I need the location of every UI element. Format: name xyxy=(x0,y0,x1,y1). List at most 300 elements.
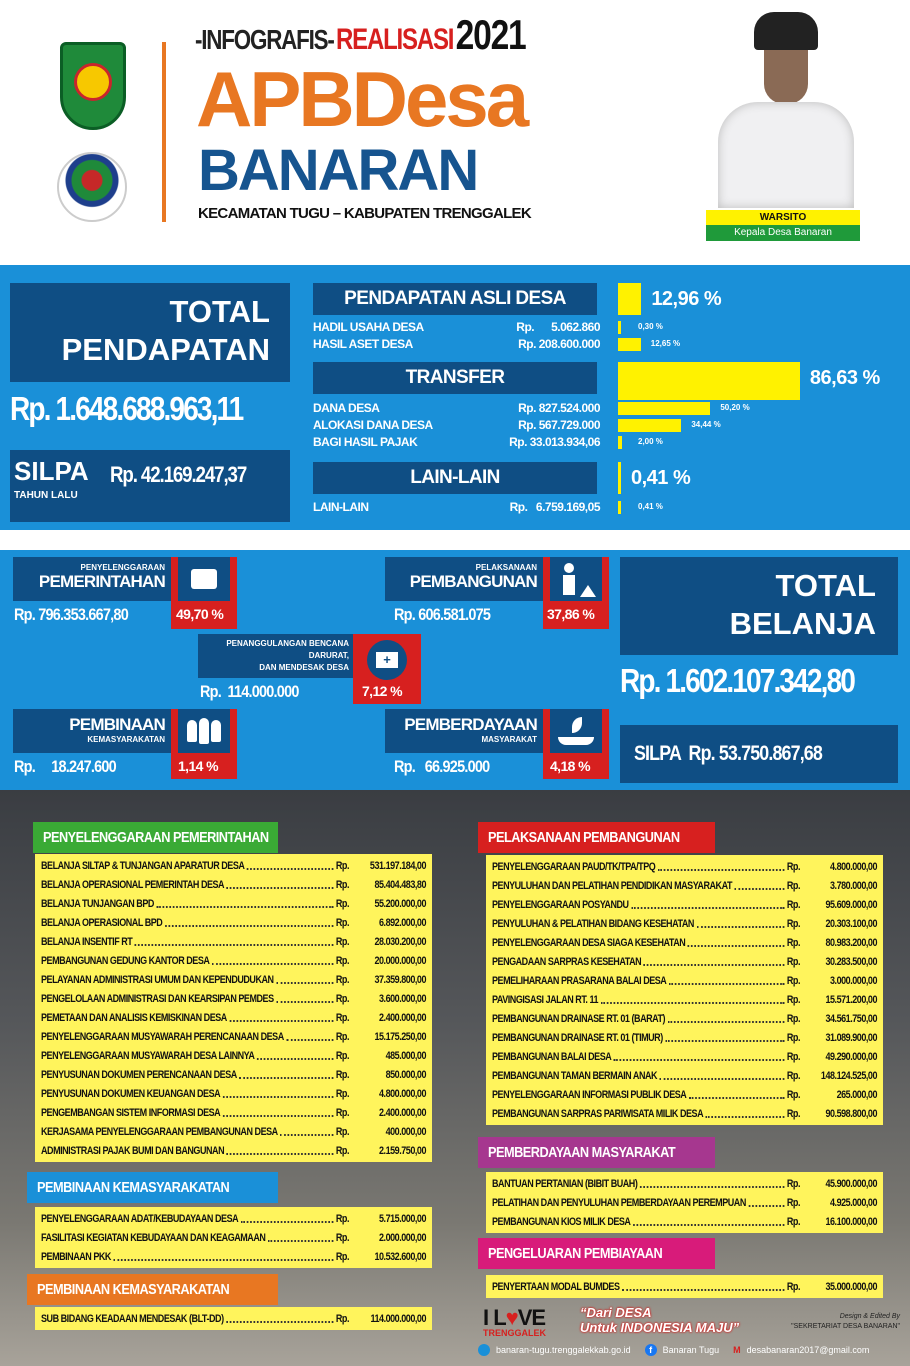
row-value: 20.303.100,00 xyxy=(825,917,877,930)
row-label: PENYELENGGARAAN DESA SIAGA KESEHATAN xyxy=(492,936,686,949)
row-currency: Rp. xyxy=(335,1030,350,1043)
dot-leader xyxy=(748,1199,784,1207)
row-value: 90.598.800,00 xyxy=(825,1107,877,1120)
row-currency: Rp. xyxy=(786,1107,801,1120)
pembinaan-value-wrap xyxy=(14,757,134,777)
dot-leader xyxy=(212,957,333,965)
item-label: HASIL ASET DESA xyxy=(313,337,413,351)
group-bar xyxy=(618,362,800,400)
row-currency: Rp. xyxy=(786,1215,801,1228)
row-label: ADMINISTRASI PAJAK BUMI DAN BANGUNAN xyxy=(41,1144,225,1157)
head-title: Kepala Desa Banaran xyxy=(706,225,860,241)
table-row xyxy=(492,857,877,876)
item-value: Rp. 208.600.000 xyxy=(518,337,600,351)
pemberdayaan-value-wrap xyxy=(394,757,506,777)
row-currency: Rp. xyxy=(786,1031,801,1044)
row-currency: Rp. xyxy=(786,993,801,1006)
row-label: PENYELENGGARAAN ADAT/KEBUDAYAAN DESA xyxy=(41,1212,239,1225)
dot-leader xyxy=(276,976,333,984)
row-value: 2.159.750,00 xyxy=(379,1144,426,1157)
dot-leader xyxy=(247,862,333,870)
pembangunan-main: PEMBANGUNAN xyxy=(409,572,537,591)
first-aid-icon: + xyxy=(353,634,421,704)
table-row xyxy=(492,895,877,914)
row-label: PENYELENGGARAAN PAUD/TK/TPA/TPQ xyxy=(492,860,656,873)
section-header xyxy=(478,822,715,853)
row-label: PENYELENGGARAAN INFORMASI PUBLIK DESA xyxy=(492,1088,687,1101)
infografis-label: -INFOGRAFIS- xyxy=(195,24,334,55)
dot-leader xyxy=(631,901,784,909)
row-currency: Rp. xyxy=(335,1125,350,1138)
row-label: PENYULUHAN & PELATIHAN BIDANG KESEHATAN xyxy=(492,917,694,930)
section-title: PEMBINAAN KEMASYARAKATAN xyxy=(37,1179,230,1196)
item-bar xyxy=(618,436,622,449)
item-percent: 34,44 % xyxy=(691,420,721,429)
row-value: 2.400.000,00 xyxy=(379,1106,426,1119)
row-value: 35.000.000,00 xyxy=(825,1280,877,1293)
section-title: PENGELUARAN PEMBIAYAAN xyxy=(488,1245,663,1262)
section-title: PEMBINAAN KEMASYARAKATAN xyxy=(37,1281,230,1298)
row-label: PENYUSUNAN DOKUMEN PERENCANAAN DESA xyxy=(41,1068,237,1081)
total-belanja-title1: TOTAL xyxy=(775,568,876,603)
dot-leader xyxy=(165,919,333,927)
row-currency: Rp. xyxy=(335,935,350,948)
item-label: LAIN-LAIN xyxy=(313,500,369,514)
pemerintahan-main: PEMERINTAHAN xyxy=(38,572,165,591)
credit-line1: Design & Edited By xyxy=(839,1313,900,1320)
table-row xyxy=(41,1084,426,1103)
group-percent: 0,41 % xyxy=(631,467,691,489)
apbdesa-title: APBDesa xyxy=(196,55,527,143)
table-row xyxy=(41,951,426,970)
row-label: FASILITASI KEGIATAN KEBUDAYAAN DAN KEAGAMAAN xyxy=(41,1231,266,1244)
row-value: 30.283.500,00 xyxy=(825,955,877,968)
table-row xyxy=(492,1085,877,1104)
item-value: Rp. 6.759.169,05 xyxy=(509,500,600,514)
row-label: BELANJA SILTAP & TUNJANGAN APARATUR DESA xyxy=(41,859,245,872)
item-label: BAGI HASIL PAJAK xyxy=(313,435,418,449)
table-row xyxy=(492,1066,877,1085)
row-label: PENYUSUNAN DOKUMEN KEUANGAN DESA xyxy=(41,1087,221,1100)
title-line xyxy=(195,12,526,58)
row-value: 10.532.600,00 xyxy=(374,1250,426,1263)
section-table xyxy=(35,854,432,1162)
table-row xyxy=(41,1209,426,1228)
dot-leader xyxy=(223,1090,334,1098)
group-bar xyxy=(618,462,621,494)
dot-leader xyxy=(668,1015,785,1023)
dot-leader xyxy=(268,1234,333,1242)
dot-leader xyxy=(658,863,785,871)
slogan-line2: Untuk INDONESIA MAJU” xyxy=(580,1320,740,1335)
row-currency: Rp. xyxy=(786,879,801,892)
dot-leader xyxy=(622,1283,784,1291)
table-row xyxy=(41,932,426,951)
heart-icon: ♥ xyxy=(505,1305,518,1330)
section-table-body xyxy=(492,857,877,1123)
table-row xyxy=(41,1247,426,1266)
row-label: PENGELOLAAN ADMINISTRASI DAN KEARSIPAN PEMDES xyxy=(41,992,274,1005)
divider xyxy=(162,42,166,222)
row-currency: Rp. xyxy=(335,992,350,1005)
row-value: 31.089.900,00 xyxy=(825,1031,877,1044)
row-value: 3.780.000,00 xyxy=(830,879,877,892)
bencana-value: Rp. 114.000.000 xyxy=(200,682,299,701)
section-header xyxy=(478,1238,715,1269)
table-row xyxy=(492,1028,877,1047)
total-pendapatan-box xyxy=(10,283,290,382)
dot-leader xyxy=(229,1014,333,1022)
dot-leader xyxy=(669,977,784,985)
facebook-icon: f xyxy=(645,1344,657,1356)
row-label: PENYERTAAN MODAL BUMDES xyxy=(492,1280,620,1293)
silpa-value-wrap xyxy=(110,462,270,488)
i-love-trenggalek-logo xyxy=(483,1305,546,1339)
row-currency: Rp. xyxy=(335,1011,350,1024)
row-label: BANTUAN PERTANIAN (BIBIT BUAH) xyxy=(492,1177,638,1190)
item-value: Rp. 567.729.000 xyxy=(518,418,600,432)
row-value: 400.000,00 xyxy=(385,1125,426,1138)
group-bar xyxy=(618,283,641,315)
row-currency: Rp. xyxy=(786,955,801,968)
row-value: 15.175.250,00 xyxy=(374,1030,426,1043)
row-currency: Rp. xyxy=(786,936,801,949)
row-label: PELAYANAN ADMINISTRASI UMUM DAN KEPENDUDUKAN xyxy=(41,973,274,986)
ministry-logo xyxy=(57,152,127,222)
item-percent: 2,00 % xyxy=(638,437,663,446)
dot-leader xyxy=(227,881,334,889)
item-value: Rp. 5.062.860 xyxy=(516,320,600,334)
item-value: Rp. 827.524.000 xyxy=(518,401,600,415)
regency-logo xyxy=(60,42,126,130)
row-value: 34.561.750,00 xyxy=(825,1012,877,1025)
row-currency: Rp. xyxy=(786,1012,801,1025)
row-currency: Rp. xyxy=(786,860,801,873)
pemberdayaan-value: Rp. 66.925.000 xyxy=(394,757,490,776)
table-row xyxy=(41,1122,426,1141)
section-table xyxy=(35,1207,432,1268)
row-value: 16.100.000,00 xyxy=(825,1215,877,1228)
total-belanja-value: Rp. 1.602.107.342,80 xyxy=(620,662,854,699)
dot-leader xyxy=(735,882,785,890)
row-label: PEMBANGUNAN DRAINASE RT. 01 (BARAT) xyxy=(492,1012,666,1025)
row-value: 485.000,00 xyxy=(385,1049,426,1062)
email-link[interactable]: desabanaran2017@gmail.com xyxy=(746,1345,870,1355)
dot-leader xyxy=(644,958,785,966)
love-text-1: I L xyxy=(483,1305,506,1330)
silpa-belanja-box xyxy=(620,725,898,783)
total-pendapatan-value: Rp. 1.648.688.963,11 xyxy=(10,390,243,427)
item-percent: 0,41 % xyxy=(638,502,663,511)
row-label: PENYULUHAN DAN PELATIHAN PENDIDIKAN MASYARAKAT xyxy=(492,879,732,892)
section-header xyxy=(27,1274,278,1305)
row-value: 4.800.000,00 xyxy=(379,1087,426,1100)
section-table xyxy=(35,1307,432,1330)
section-header xyxy=(478,1137,715,1168)
item-percent: 0,30 % xyxy=(638,322,663,331)
group-header: LAIN-LAIN xyxy=(313,462,597,494)
row-value: 148.124.525,00 xyxy=(820,1069,877,1082)
row-value: 5.715.000,00 xyxy=(379,1212,426,1225)
table-row xyxy=(41,856,426,875)
item-label: ALOKASI DANA DESA xyxy=(313,418,433,432)
slogan-line1: “Dari DESA xyxy=(580,1305,652,1320)
dot-leader xyxy=(601,996,785,1004)
row-currency: Rp. xyxy=(335,1212,350,1225)
love-text-2: VE xyxy=(517,1305,546,1330)
pemberdayaan-sub: MASYARAKAT xyxy=(481,735,537,744)
group-percent: 86,63 % xyxy=(809,367,880,389)
item-bar xyxy=(618,321,621,334)
section-table-body xyxy=(492,1277,877,1296)
dot-leader xyxy=(660,1072,785,1080)
row-currency: Rp. xyxy=(786,1050,801,1063)
credit-line2: "SEKRETARIAT DESA BANARAN" xyxy=(791,1323,900,1330)
dot-leader xyxy=(689,1091,784,1099)
pemerintahan-box xyxy=(13,557,171,601)
dot-leader xyxy=(665,1034,784,1042)
dot-leader xyxy=(135,938,333,946)
total-belanja-title2: BELANJA xyxy=(729,606,876,641)
credit xyxy=(770,1312,900,1332)
group-percent: 12,96 % xyxy=(651,288,722,310)
table-row xyxy=(492,1047,877,1066)
realisasi-label: REALISASI xyxy=(336,23,454,56)
row-label: PEMBANGUNAN GEDUNG KANTOR DESA xyxy=(41,954,210,967)
row-value: 6.892.000,00 xyxy=(379,916,426,929)
section-table xyxy=(486,1275,883,1298)
dot-leader xyxy=(286,1033,333,1041)
bencana-line1: PENANGGULANGAN BENCANA xyxy=(226,639,349,648)
pembangunan-value: Rp. 606.581.075 xyxy=(394,605,491,624)
dot-leader xyxy=(241,1215,334,1223)
row-label: PENGADAAN SARPRAS KESEHATAN xyxy=(492,955,642,968)
table-row xyxy=(492,1212,877,1231)
table-row xyxy=(492,876,877,895)
row-currency: Rp. xyxy=(335,1106,350,1119)
pemerintahan-value-wrap xyxy=(14,605,148,625)
row-currency: Rp. xyxy=(786,1069,801,1082)
row-value: 114.000.000,00 xyxy=(370,1312,426,1325)
contacts xyxy=(478,1344,869,1356)
table-row xyxy=(492,1174,877,1193)
globe-icon xyxy=(478,1344,490,1356)
pembangunan-percent: 37,86 % xyxy=(547,606,595,622)
row-value: 49.290.000,00 xyxy=(825,1050,877,1063)
item-bar xyxy=(618,402,710,415)
row-value: 265.000,00 xyxy=(836,1088,877,1101)
row-value: 4.800.000,00 xyxy=(830,860,877,873)
row-label: PEMBANGUNAN SARPRAS PARIWISATA MILIK DESA xyxy=(492,1107,704,1120)
row-currency: Rp. xyxy=(335,1087,350,1100)
table-row xyxy=(492,952,877,971)
dot-leader xyxy=(688,939,784,947)
table-row xyxy=(41,1141,426,1160)
row-currency: Rp. xyxy=(335,1231,350,1244)
pemberdayaan-box xyxy=(385,709,543,753)
row-currency: Rp. xyxy=(786,974,801,987)
row-value: 2.000.000,00 xyxy=(379,1231,426,1244)
group-header: TRANSFER xyxy=(313,362,597,394)
row-currency: Rp. xyxy=(335,859,350,872)
table-row xyxy=(41,1008,426,1027)
section-table-body xyxy=(41,1309,426,1328)
dot-leader xyxy=(280,1128,333,1136)
row-label: KERJASAMA PENYELENGGARAAN PEMBANGUNAN DESA xyxy=(41,1125,278,1138)
section-header xyxy=(33,822,278,853)
gmail-icon: M xyxy=(733,1345,741,1355)
section-title: PELAKSANAAN PEMBANGUNAN xyxy=(488,829,680,846)
table-row xyxy=(492,1193,877,1212)
silpa-value: Rp. 42.169.247,37 xyxy=(110,462,247,487)
row-currency: Rp. xyxy=(335,1312,350,1325)
row-currency: Rp. xyxy=(335,878,350,891)
bencana-box xyxy=(198,634,353,678)
row-label: PEMELIHARAAN PRASARANA BALAI DESA xyxy=(492,974,667,987)
location-subtitle: KECAMATAN TUGU – KABUPATEN TRENGGALEK xyxy=(198,205,531,222)
village-head-photo xyxy=(712,10,860,208)
pemerintahan-value: Rp. 796.353.667,80 xyxy=(14,605,128,624)
row-value: 850.000,00 xyxy=(385,1068,426,1081)
pemberdayaan-main: PEMBERDAYAAN xyxy=(404,715,537,734)
dot-leader xyxy=(640,1180,784,1188)
table-row xyxy=(41,989,426,1008)
row-currency: Rp. xyxy=(335,1144,350,1157)
row-label: PENYELENGGARAAN MUSYAWARAH PERENCANAAN DESA xyxy=(41,1030,284,1043)
row-label: PENYELENGGARAAN POSYANDU xyxy=(492,898,629,911)
total-pendapatan-title1: TOTAL xyxy=(169,294,270,329)
row-value: 85.404.483,80 xyxy=(374,878,426,891)
section-title: PEMBERDAYAAN MASYARAKAT xyxy=(488,1144,676,1161)
section-table xyxy=(486,855,883,1125)
item-percent: 12,65 % xyxy=(650,339,681,348)
pembangunan-value-wrap xyxy=(394,605,507,625)
section-title: PENYELENGGARAAN PEMERINTAHAN xyxy=(43,829,269,846)
dot-leader xyxy=(227,1147,334,1155)
row-currency: Rp. xyxy=(335,973,350,986)
total-belanja-box xyxy=(620,557,898,655)
table-row xyxy=(492,914,877,933)
dot-leader xyxy=(696,920,784,928)
table-row xyxy=(492,933,877,952)
row-value: 55.200.000,00 xyxy=(374,897,426,910)
row-label: PEMBINAAN PKK xyxy=(41,1250,111,1263)
total-belanja-value-wrap xyxy=(620,662,895,700)
row-currency: Rp. xyxy=(786,1177,801,1190)
row-label: BELANJA OPERASIONAL PEMERINTAH DESA xyxy=(41,878,225,891)
table-row xyxy=(41,1046,426,1065)
pembinaan-box xyxy=(13,709,171,753)
silpa-belanja-value: SILPA Rp. 53.750.867,68 xyxy=(634,742,822,765)
website-link[interactable]: banaran-tugu.trenggalekkab.go.id xyxy=(496,1345,631,1355)
dot-leader xyxy=(223,1109,334,1117)
dot-leader xyxy=(239,1071,333,1079)
bencana-percent: 7,12 % xyxy=(362,683,402,699)
dot-leader xyxy=(156,900,333,908)
table-row xyxy=(41,1065,426,1084)
table-row xyxy=(41,1228,426,1247)
row-currency: Rp. xyxy=(335,954,350,967)
table-row xyxy=(41,913,426,932)
pemerintahan-percent: 49,70 % xyxy=(176,606,224,622)
row-value: 45.900.000,00 xyxy=(825,1177,877,1190)
dot-leader xyxy=(114,1253,334,1261)
item-label: HADIL USAHA DESA xyxy=(313,320,424,334)
row-label: PEMBANGUNAN DRAINASE RT. 01 (TIMUR) xyxy=(492,1031,663,1044)
table-row xyxy=(41,1103,426,1122)
item-value: Rp. 33.013.934,06 xyxy=(509,435,600,449)
table-row xyxy=(492,1009,877,1028)
table-row xyxy=(41,1309,426,1328)
row-currency: Rp. xyxy=(786,1088,801,1101)
total-pendapatan-value-wrap xyxy=(10,390,283,428)
table-row xyxy=(41,894,426,913)
pembinaan-value: Rp. 18.247.600 xyxy=(14,757,116,776)
row-currency: Rp. xyxy=(335,897,350,910)
item-bar xyxy=(618,419,681,432)
row-value: 2.400.000,00 xyxy=(379,1011,426,1024)
row-value: 95.609.000,00 xyxy=(825,898,877,911)
dot-leader xyxy=(226,1315,333,1323)
header xyxy=(0,0,910,262)
section-header xyxy=(27,1172,278,1203)
row-label: PENGEMBANGAN SISTEM INFORMASI DESA xyxy=(41,1106,221,1119)
year-label: 2021 xyxy=(455,11,526,58)
row-label: PEMBANGUNAN TAMAN BERMAIN ANAK xyxy=(492,1069,658,1082)
love-text-3: TRENGGALEK xyxy=(483,1328,546,1338)
item-bar xyxy=(618,501,621,514)
total-pendapatan-title2: PENDAPATAN xyxy=(61,332,270,367)
row-label: BELANJA OPERASIONAL BPD xyxy=(41,916,163,929)
pembinaan-main: PEMBINAAN xyxy=(69,715,165,734)
row-value: 28.030.200,00 xyxy=(374,935,426,948)
bencana-value-wrap xyxy=(200,682,316,702)
facebook-link[interactable]: Banaran Tugu xyxy=(662,1345,720,1355)
row-value: 15.571.200,00 xyxy=(825,993,877,1006)
dot-leader xyxy=(257,1052,333,1060)
row-value: 37.359.800,00 xyxy=(374,973,426,986)
item-percent: 50,20 % xyxy=(720,403,750,412)
silpa-label: SILPA xyxy=(14,456,89,486)
item-label: DANA DESA xyxy=(313,401,380,415)
dot-leader xyxy=(633,1218,784,1226)
section-table-body xyxy=(41,856,426,1160)
table-row xyxy=(492,1277,877,1296)
row-value: 3.600.000,00 xyxy=(379,992,426,1005)
pemerintahan-sub: PENYELENGGARAAN xyxy=(80,563,165,572)
section-table-body xyxy=(41,1209,426,1266)
row-label: SUB BIDANG KEADAAN MENDESAK (BLT-DD) xyxy=(41,1312,224,1325)
row-label: PENYELENGGARAAN MUSYAWARAH DESA LAINNYA xyxy=(41,1049,255,1062)
row-label: PEMBANGUNAN BALAI DESA xyxy=(492,1050,612,1063)
dot-leader xyxy=(706,1110,785,1118)
dot-leader xyxy=(276,995,333,1003)
row-value: 4.925.000,00 xyxy=(830,1196,877,1209)
bencana-line3: DAN MENDESAK DESA xyxy=(259,663,349,672)
row-currency: Rp. xyxy=(786,917,801,930)
row-label: BELANJA TUNJANGAN BPD xyxy=(41,897,154,910)
village-title: BANARAN xyxy=(198,138,478,203)
table-row xyxy=(492,990,877,1009)
section-table-body xyxy=(492,1174,877,1231)
silpa-sub: TAHUN LALU xyxy=(14,490,78,501)
head-name: WARSITO xyxy=(706,210,860,225)
row-value: 3.000.000,00 xyxy=(830,974,877,987)
row-label: PAVINGISASI JALAN RT. 11 xyxy=(492,993,599,1006)
table-row xyxy=(492,1104,877,1123)
row-currency: Rp. xyxy=(335,1250,350,1263)
row-label: PEMBANGUNAN KIOS MILIK DESA xyxy=(492,1215,631,1228)
